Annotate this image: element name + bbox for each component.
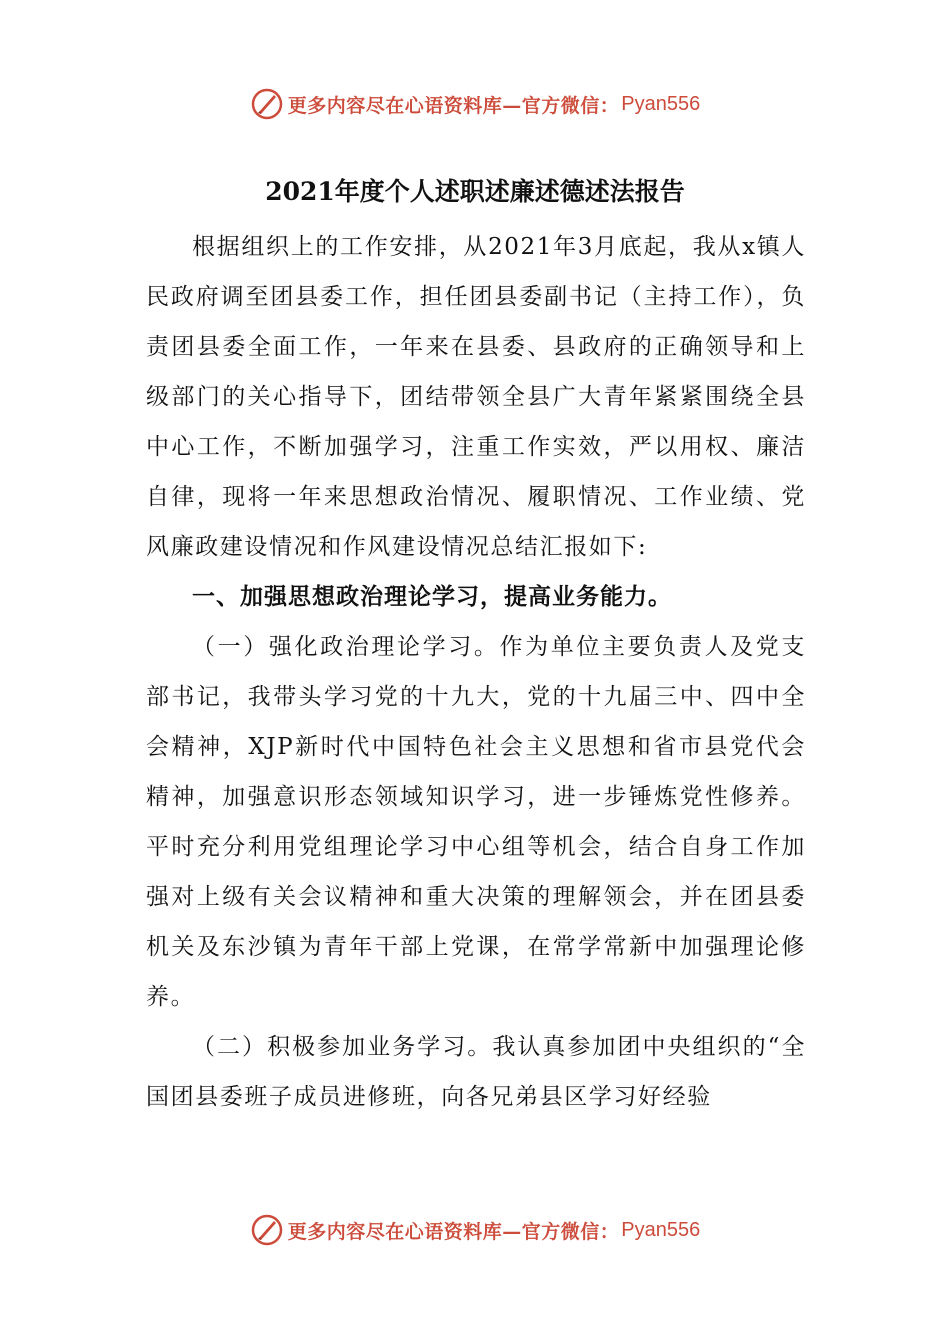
document-title: 2021年度个人述职述廉述德述法报告 (265, 177, 685, 206)
document-body (146, 222, 806, 1122)
watermark-banner-bottom (0, 1210, 950, 1250)
watermark-text: 更多内容尽在心语资料库—官方微信： (287, 1220, 620, 1243)
intro-paragraph: 根据组织上的工作安排，从2021年3月底起，我从x镇人民政府调至团县委工作，担任团县委副书记（主持工作），负责团县委全面工作，一年来在县委、县政府的正确领导和上级部门的关心指导下，团结带领全县广大青年紧紧围绕全县中心工作，不断加强学习，注重工作实效，严以用权、廉洁自律，现将一年来思想政治情况、履职情况、工作业绩、党风廉政建设情况和作风建设情况总结汇报如下: (146, 234, 806, 560)
watermark-text: 更多内容尽在心语资料库—官方微信： (287, 94, 620, 117)
paragraph-political-study: （一）强化政治理论学习。作为单位主要负责人及党支部书记，我带头学习党的十九大，党的十九届三中、四中全会精神，XJP新时代中国特色社会主义思想和省市县党代会精神，加强意识形态领域知识学习，进一步锤炼党性修养。平时充分利用党组理论学习中心组等机会，结合自身工作加强对上级有关会议精神和重大决策的理解领会，并在团县委机关及东沙镇为青年干部上党课，在常学常新中加强理论修养。 (146, 634, 806, 1010)
quill-logo-icon (250, 87, 284, 121)
watermark-contact: Pyan556 (621, 92, 701, 115)
watermark-banner-top (0, 84, 950, 124)
paragraph-business-study: （二）积极参加业务学习。我认真参加团中央组织的“全国团县委班子成员进修班，向各兄弟县区学习好经验 (146, 1034, 806, 1110)
section-heading: 一、加强思想政治理论学习，提高业务能力。 (192, 584, 672, 610)
quill-logo-icon (250, 1213, 284, 1247)
watermark-contact: Pyan556 (621, 1218, 701, 1241)
